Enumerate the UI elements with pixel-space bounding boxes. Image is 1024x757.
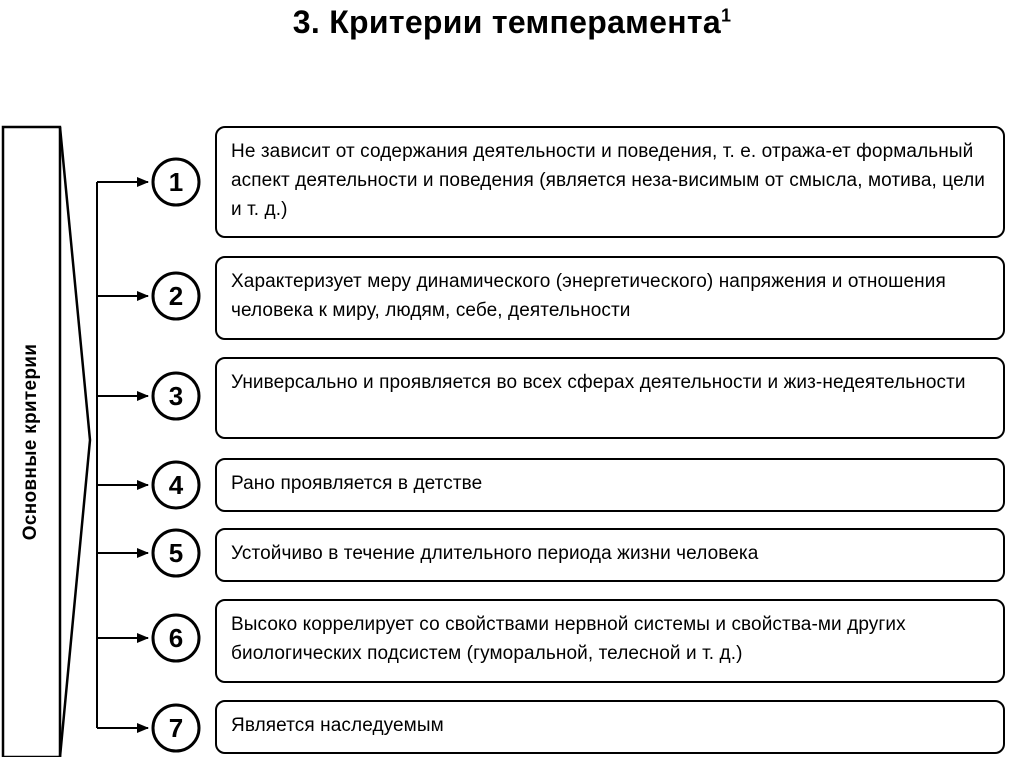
criterion-box-1: Не зависит от содержания деятельности и поведения, т. е. отража-ет формальный аспект деятельности и поведения (является неза-висимым от смысла, мотива, цели и т. д.)	[215, 126, 1005, 238]
criterion-box-3: Универсально и проявляется во всех сферах деятельности и жиз-недеятельности	[215, 357, 1005, 439]
criterion-box-4: Рано проявляется в детстве	[215, 458, 1005, 512]
criterion-box-7: Является наследуемым	[215, 700, 1005, 754]
criterion-number-3: 3	[168, 381, 184, 411]
number-circles	[153, 159, 199, 751]
criterion-number-7: 7	[168, 713, 184, 743]
criterion-number-4: 4	[168, 470, 184, 500]
criterion-number-1: 1	[168, 167, 184, 197]
side-label	[3, 127, 60, 757]
criterion-box-2: Характеризует меру динамического (энергетического) напряжения и отношения человека к миру, людям, себе, деятельности	[215, 256, 1005, 340]
criterion-number-5: 5	[168, 538, 184, 568]
footnote-mark: 1	[720, 5, 732, 26]
arrows	[97, 182, 148, 728]
side-label-text: Основные критерии	[20, 343, 42, 541]
criterion-box-6: Высоко коррелирует со свойствами нервной системы и свойства-ми других биологических подсистем (гуморальной, телесной и т. д.)	[215, 599, 1005, 683]
title-text: 3. Критерии темперамента	[292, 4, 721, 40]
criterion-number-2: 2	[168, 281, 184, 311]
criterion-box-5: Устойчиво в течение длительного периода жизни человека	[215, 528, 1005, 582]
criterion-number-6: 6	[168, 623, 184, 653]
